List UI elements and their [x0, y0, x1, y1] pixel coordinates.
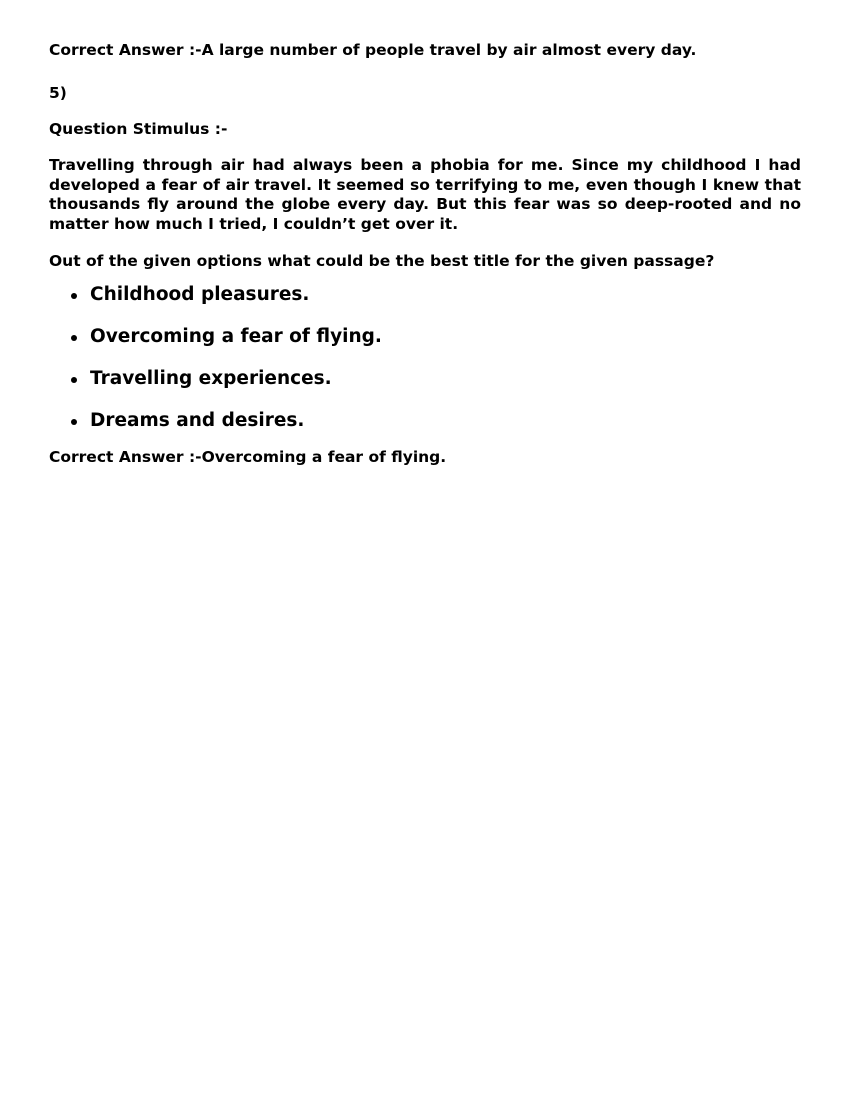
answer-options-list	[49, 283, 801, 451]
question-stimulus-label: Question Stimulus :-	[49, 120, 228, 138]
previous-correct-answer	[49, 40, 801, 60]
answer-option	[49, 367, 801, 409]
bullet-icon	[71, 335, 77, 341]
correct-answer-text: A large number of people travel by air almost every day.	[201, 41, 697, 59]
answer-option-label: Travelling experiences.	[90, 368, 332, 389]
document-page	[49, 40, 801, 467]
question-number: 5)	[49, 84, 67, 102]
bullet-icon	[71, 293, 77, 299]
answer-option	[49, 283, 801, 325]
correct-answer-prefix: Correct Answer :-	[49, 41, 202, 59]
bullet-icon	[71, 419, 77, 425]
correct-answer-text: Overcoming a fear of flying.	[201, 448, 447, 466]
answer-option	[49, 409, 801, 451]
correct-answer-prefix: Correct Answer :-	[49, 448, 202, 466]
answer-option	[49, 325, 801, 367]
answer-option-label: Childhood pleasures.	[90, 284, 310, 305]
answer-option-label: Overcoming a fear of flying.	[90, 326, 382, 347]
bullet-icon	[71, 377, 77, 383]
answer-option-label: Dreams and desires.	[90, 410, 305, 431]
passage-text: Travelling through air had always been a phobia for me. Since my childhood I had developed a fear of air travel. It seemed so terrifying to me, even though I knew that thousands fly around the globe every day. But this fear was so deep-rooted and no matter how much I tried, I couldn’t get over it.	[49, 156, 801, 233]
question-prompt: Out of the given options what could be the best title for the given passage?	[49, 252, 715, 270]
